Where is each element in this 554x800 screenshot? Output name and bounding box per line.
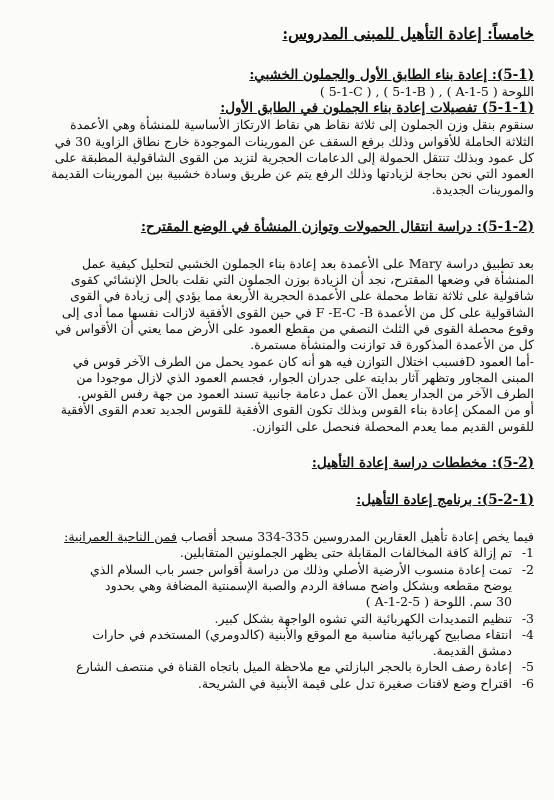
- text-line: للقوس القديم مما يعدم المحصلة فنحصل على التوازن.: [252, 418, 534, 434]
- list-item-text: يوضح مقطعه وبشكل واضح مسافة الردم والصبة الإسمنتية المضافة وهي بحدود: [105, 577, 512, 593]
- plates-reference: اللوحة ( 5-1-A ) , ( 5-1-B ) , ( 5-1-C ): [319, 84, 534, 99]
- list-item: [18, 676, 534, 692]
- text-line: والمورينات الجديدة.: [431, 182, 534, 198]
- list-item-text: دمشق القديمة.: [432, 643, 512, 659]
- text-line: شاقولية على ثلاثة نقاط محملة على الأعمدة الحجرية الأربعة مما يؤدي إلى زيادة في القوى: [70, 288, 534, 304]
- text-line: الثلاثة الحاملة للأقواس وذلك برفع السقف عن المورينات الموجودة خارج نطاق الزاوية 30 في: [54, 133, 534, 149]
- text-line: الطرف الآخر من الجدار يعمل الآن عمل دعامة جانبية تسند العمود من جهة رفس القوس.: [77, 386, 534, 402]
- program-list: [18, 545, 534, 692]
- program-intro-urban: فمن الناحية العمرانية:: [64, 529, 177, 545]
- list-item: [18, 627, 534, 660]
- list-item: [18, 659, 534, 675]
- list-number: 4-: [521, 626, 534, 642]
- text-line: المبنى المجاور وتظهر آثار بدايته على جدران الجوار، فجسم العمود الذي لازال موجودا من: [76, 369, 534, 385]
- paragraph-5-1-2-a: [18, 256, 534, 354]
- text-line: بعد تطبيق دراسة Mary على الأعمدة بعد إعادة بناء الجملون الخشبي لتحليل كيفية عمل: [81, 255, 534, 271]
- list-number: 3-: [521, 610, 534, 626]
- list-item-text: انتقاء مصابيح كهربائية مناسبة مع الموقع والأبنية (كالدومري) المستخدم في حارات: [92, 626, 512, 642]
- paragraph-5-1-2-b: [18, 354, 534, 435]
- list-item-text: 30 سم. اللوحة ( 5-2-1-A ): [365, 594, 512, 610]
- text-line: المنشأة في وضعها المقترح، نجد أن الزيادة بوزن الجملون التي نقلت بالحل الإنشائي كقوى: [70, 272, 534, 288]
- list-item-text: اقتراح وضع لافتات صغيرة تدل على قيمة الأبنية في الشريحة.: [197, 675, 512, 691]
- text-line: وقوع محصلة القوى في الثلث النصفي من مقطع العمود على الأرض مما يعني أن الأقواس في: [54, 320, 534, 336]
- program-intro-text: فيما يخص إعادة تأهيل العقارين المدروسين 335-334 مسجد أقصاب: [176, 529, 534, 545]
- text-line: العمود التي نحن بحاجة لزيادتها وذلك الرفع يتم عن طريق وسادة خشبية بين المورينات القديمة: [51, 166, 534, 182]
- text-line: أو من الممكن إعادة بناء القوس وبذلك تكون القوى الأفقية للقوس الجديد تعدم القوى الأفقية: [60, 402, 534, 418]
- list-number: 2-: [521, 561, 534, 577]
- list-item: [18, 611, 534, 627]
- heading-5-1: (5-1): إعادة بناء الطابق الأول والجملون الخشبي:: [249, 67, 534, 83]
- list-number: 5-: [521, 659, 534, 675]
- list-item: [18, 545, 534, 561]
- list-number: 6-: [521, 675, 534, 691]
- text-line: كل من الأعمدة المذكورة قد توازنت والمنشأة مستمرة.: [250, 337, 534, 353]
- list-item-text: إعادة رصف الحارة بالحجر البازلتي مع ملاحظة الميل باتجاه القناة في منتصف الشارع: [76, 659, 512, 675]
- paragraph-5-1-1: [18, 117, 534, 198]
- list-item-text: تم إزالة كافة المخالفات المقابلة حتى يظهر الجملونين المتقابلين.: [179, 545, 512, 561]
- text-line: الشاقولية على كل من الأعمدة F -E-C -B في حين القوى الأفقية لازالت نفسها مما أدى إلى: [61, 304, 534, 320]
- text-line: سنقوم بنقل وزن الجملون إلى ثلاثة نقاط هي نقاط الارتكاز الأساسية للمنشأة وهي الأعمدة: [70, 117, 534, 133]
- text-line: -أما العمود Dفسبب اختلال التوازن فيه هو أنه كان عمود يحمل من الطرف الآخر قوس في: [72, 353, 534, 369]
- program-intro: [18, 529, 534, 545]
- text-line: كل عمود وبذلك تنتقل الحمولة إلى الدعامات الحجرية لتزيد من القوى الشاقولية المطبقة على: [54, 149, 534, 165]
- list-item-text: تمت إعادة منسوب الأرضية الأصلي وذلك من دراسة أقواس جسر باب السلام الذي: [90, 561, 512, 577]
- heading-5-1-1: (5-1-1) تفصيلات إعادة بناء الجملون في الطابق الأول:: [220, 100, 534, 117]
- list-item: [18, 562, 534, 611]
- heading-5-1-2: (5-1-2): دراسة انتقال الحمولات وتوازن المنشأة في الوضع المقترح:: [141, 218, 534, 235]
- section-heading-main: خامساً: إعادة التأهيل للمبنى المدروس:: [282, 24, 534, 43]
- heading-5-2-1: (5-2-1): برنامج إعادة التأهيل:: [356, 492, 534, 509]
- list-item-text: تنظيم التمديدات الكهربائية التي تشوه الواجهة بشكل كبير.: [214, 610, 512, 626]
- list-number: 1-: [521, 545, 534, 561]
- heading-5-2: (5-2): مخططات دراسة إعادة التأهيل:: [311, 455, 534, 472]
